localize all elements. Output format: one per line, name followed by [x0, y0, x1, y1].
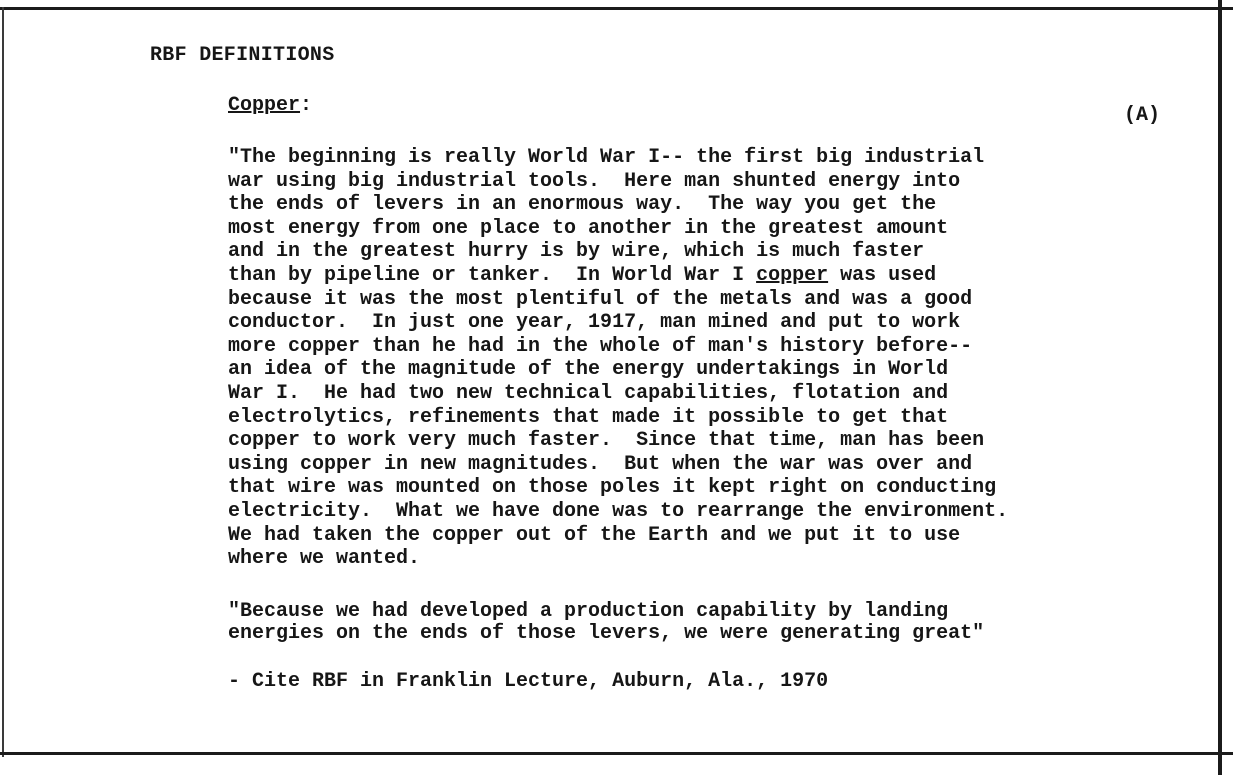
definition-tag: (A): [1124, 104, 1161, 127]
quote-paragraph-2: "Because we had developed a production capability by landing energies on the ends of those levers, we were generating great": [228, 600, 985, 645]
bottom-border-line: [0, 752, 1233, 755]
quote-1-text-after: was used because it was the most plentiful of the metals and was a good conductor. In just one year, 1917, man mined and put to work more copper than he had in the whole of man's history before-- an idea of the magnitude of the energy undertakings in World War I. He had two new technical capabilities, flotation and electrolytics, refinements that made it possible to get that copper to work very much faster. Since that time, man has been using copper in new magnitudes. But when the war was over and that wire was mounted on those poles it kept right on conducting electricity. What we have done was to rearrange the environment. We had taken the copper out of the Earth and we put it to use where we wanted.: [228, 263, 1009, 571]
page-title: RBF DEFINITIONS: [150, 44, 335, 67]
quote-1-text-before: "The beginning is really World War I-- the first big industrial war using big industrial tools. Here man shunted energy into the ends of levers in an enormous way. The way you get the most energy from one place to another in the greatest amount and in the greatest hurry is by wire, which is much faster than by pipeline or tanker. In World War I: [228, 146, 985, 287]
definition-term-colon: :: [300, 94, 313, 117]
left-border-line: [2, 7, 4, 757]
definition-term: [228, 94, 312, 117]
right-border-line: [1218, 0, 1222, 775]
quote-1-underlined-word: copper: [756, 263, 829, 287]
quote-paragraph-1: [228, 146, 1008, 571]
top-border-line: [0, 7, 1233, 10]
citation: - Cite RBF in Franklin Lecture, Auburn, Ala., 1970: [228, 670, 829, 693]
definition-term-word: Copper: [228, 94, 301, 117]
